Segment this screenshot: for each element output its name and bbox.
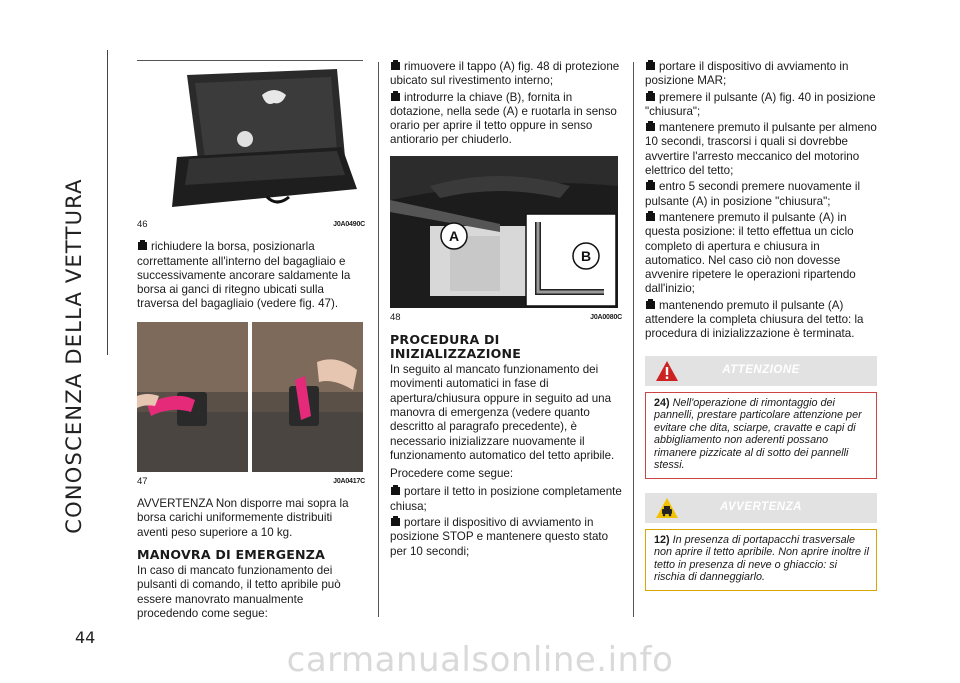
- bullet-icon: [390, 516, 401, 527]
- bullet-icon: [645, 91, 656, 102]
- figure-number: 47: [137, 475, 148, 487]
- figure-code: J0A0080C: [590, 313, 622, 321]
- bullet-item: entro 5 secondi premere nuovamente il pulsante (A) in posizione "chiusura";: [645, 180, 861, 208]
- bullet-item: portare il dispositivo di avviamento in posizione STOP e mantenere questo stato per 10 secondi;: [390, 516, 609, 558]
- bullet-icon: [645, 299, 656, 310]
- bullet-icon: [645, 60, 656, 71]
- roof-key-image: [390, 156, 618, 308]
- bullet-item: premere il pulsante (A) fig. 40 in posizione "chiusura";: [645, 90, 876, 118]
- figure-number: 46: [137, 219, 148, 230]
- figure-48-caption: [390, 311, 622, 325]
- bullet-icon: [137, 240, 148, 251]
- column-2: [390, 60, 622, 561]
- figure-46-caption: [137, 218, 365, 232]
- figure-48: [390, 156, 616, 308]
- page-number: 44: [75, 628, 96, 647]
- column-1: [137, 60, 365, 625]
- paragraph: In caso di mancato funzionamento dei pulsanti di comando, il tetto apribile può essere manovrato manualmente procedendo come segue:: [137, 563, 341, 620]
- attenzione-box: [645, 392, 877, 479]
- top-rule: [137, 60, 363, 61]
- note-number: 12): [654, 533, 670, 546]
- attenzione-text: Nell'operazione di rimontaggio dei pannelli, prestare particolare attenzione per evitare che dita, sciarpe, cravatte e capi di abbigliamento non aderenti possano rimanere pizzicate al di sotto dei pannelli stessi.: [654, 396, 862, 472]
- avvertenza-text: In presenza di portapacchi trasversale non aprire il tetto apribile. Non aprire inoltre il tetto in presenza di neve o ghiaccio: si rischia di danneggiarlo.: [654, 533, 869, 584]
- bullet-item: portare il dispositivo di avviamento in posizione MAR;: [645, 60, 849, 88]
- callout-b: B: [580, 247, 592, 264]
- avvertenza-note: AVVERTENZA Non disporre mai sopra la borsa carichi uniformemente distribuiti aventi peso superiore a 10 kg.: [137, 497, 349, 539]
- bullet-icon: [645, 211, 656, 222]
- heading-emergency: MANOVRA DI EMERGENZA: [137, 546, 326, 562]
- paragraph: In seguito al mancato funzionamento dei movimenti automatici in fase di apertura/chiusura oppure in seguito ad una manovra di emergenza (vedere quanto descritto al paragrafo precedente), è necessario inizializzare nuovamente il funzionamento automatico del tetto apribile.: [390, 363, 615, 462]
- watermark: carmanualsonline.info: [286, 640, 674, 680]
- bullet-item: rimuovere il tappo (A) fig. 48 di protezione ubicato sul rivestimento interno;: [390, 60, 620, 88]
- attenzione-title: ATTENZIONE: [722, 364, 800, 377]
- avvertenza-box: [645, 529, 877, 591]
- caution-car-icon: [655, 497, 679, 519]
- heading-initialization: PROCEDURA DI INIZIALIZZAZIONE: [390, 332, 522, 362]
- paragraph: Procedere come segue:: [390, 467, 514, 481]
- bullet-icon: [645, 180, 656, 191]
- note-number: 24): [654, 396, 670, 409]
- callout-a: A: [448, 227, 460, 244]
- bullet-item: introdurre la chiave (B), fornita in dotazione, nella sede (A) e ruotarla in senso orario per aprire il tetto oppure in senso antiorario per chiuderlo.: [390, 90, 617, 147]
- avvertenza-header: [645, 493, 877, 523]
- figure-46: [137, 67, 363, 215]
- column-divider-1: [378, 62, 379, 617]
- avvertenza-title: AVVERTENZA: [720, 501, 802, 514]
- bullet-icon: [390, 60, 401, 71]
- column-3: [645, 60, 877, 591]
- attenzione-header: [645, 356, 877, 386]
- bullet-icon: [390, 91, 401, 102]
- figure-code: J0A0417C: [333, 477, 365, 485]
- section-title: CONOSCENZA DELLA VETTURA: [62, 178, 86, 534]
- warning-triangle-icon: [655, 360, 679, 382]
- figure-47: [137, 322, 363, 472]
- bullet-item: mantenere premuto il pulsante (A) in questa posizione: il tetto effettua un ciclo completo di apertura e chiusura in automatico. Nel caso ciò non dovesse avvenire ripetere le operazioni ripartendo dall'inizio;: [645, 210, 856, 296]
- bullet-icon: [390, 485, 401, 496]
- hook-photo-image: [137, 322, 363, 472]
- bullet-icon: [645, 121, 656, 132]
- column-divider-2: [633, 62, 634, 617]
- bullet-item: mantenere premuto il pulsante per almeno 10 secondi, trascorsi i quali si dovrebbe avvertire l'arresto meccanico del motorino elettrico del tetto;: [645, 121, 877, 178]
- figure-47-caption: [137, 475, 365, 489]
- trunk-bag-image: [137, 67, 363, 215]
- bullet-item: richiudere la borsa, posizionarla correttamente all'interno del bagagliaio e successivamente ancorare saldamente la borsa ai ganci di ritegno ubicati sulla traversa del bagagliaio (vedere fig. 47).: [137, 240, 351, 311]
- bullet-item: mantenendo premuto il pulsante (A) attendere la completa chiusura del tetto: la procedura di inizializzazione è terminata.: [645, 298, 864, 341]
- bullet-item: portare il tetto in posizione completamente chiusa;: [390, 485, 622, 513]
- section-rule: [107, 50, 108, 355]
- figure-number: 48: [390, 311, 401, 323]
- figure-code: J0A0490C: [333, 221, 365, 228]
